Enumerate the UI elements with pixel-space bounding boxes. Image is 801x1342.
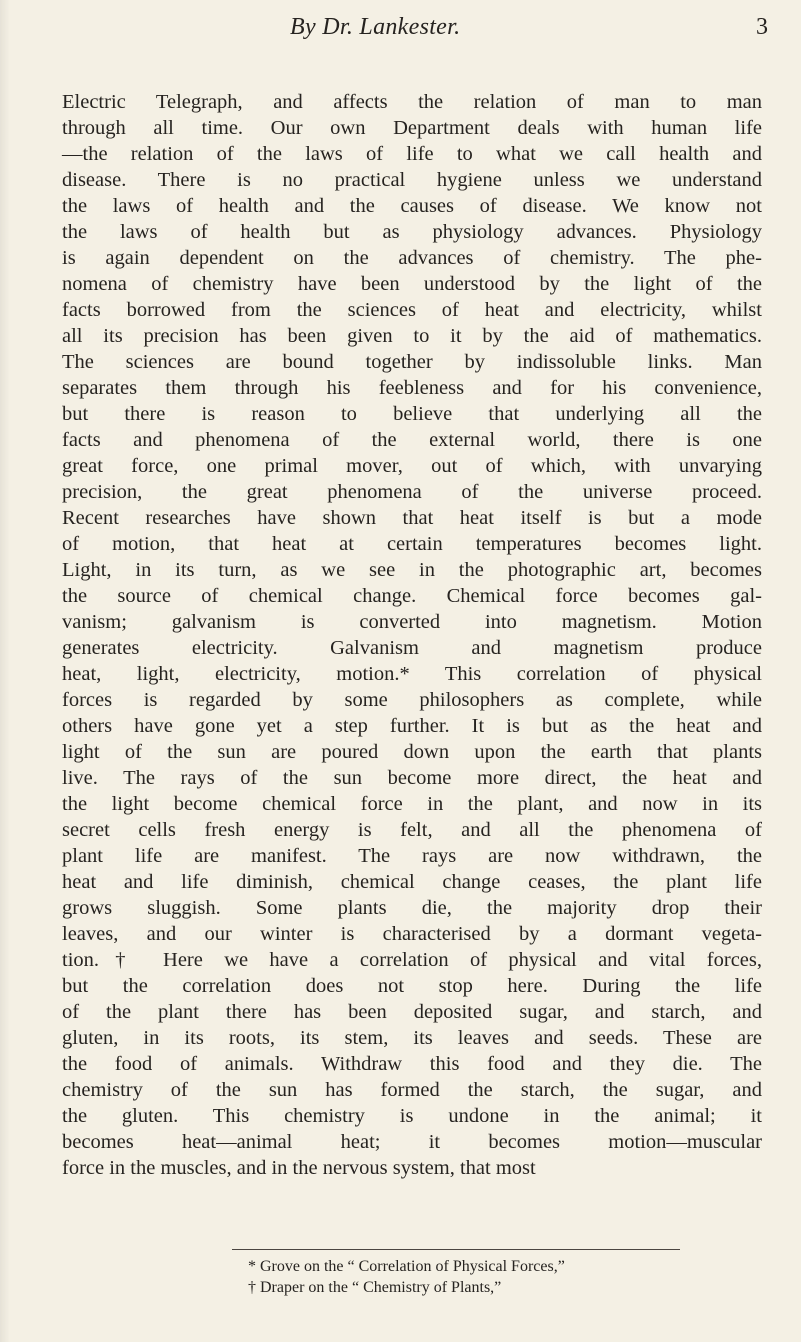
text-line: tion.† Here we have a correlation of physical and vital forces, (62, 949, 762, 971)
text-line: but there is reason to believe that underlying all the (62, 403, 762, 425)
text-line: grows sluggish. Some plants die, the majority drop their (62, 897, 762, 919)
text-line: vanism; galvanism is converted into magnetism. Motion (62, 611, 762, 633)
text-line: but the correlation does not stop here. During the life (62, 975, 762, 997)
text-line: force in the muscles, and in the nervous system, that most (62, 1157, 536, 1179)
text-line: facts borrowed from the sciences of heat and electricity, whilst (62, 299, 762, 321)
text-line: live. The rays of the sun become more direct, the heat and (62, 767, 762, 789)
text-line: secret cells fresh energy is felt, and all the phenomena of (62, 819, 762, 841)
text-line: the gluten. This chemistry is undone in the animal; it (62, 1105, 762, 1127)
text-line: disease. There is no practical hygiene unless we understand (62, 169, 762, 191)
text-line: Electric Telegraph, and affects the relation of man to man (62, 91, 762, 113)
text-line: through all time. Our own Department deals with human life (62, 117, 762, 139)
text-line: is again dependent on the advances of chemistry. The phe- (62, 247, 762, 269)
text-line: facts and phenomena of the external world, there is one (62, 429, 762, 451)
footnotes (248, 1256, 718, 1298)
text-line: heat, light, electricity, motion.* This correlation of physical (62, 663, 762, 685)
text-line: forces is regarded by some philosophers as complete, while (62, 689, 762, 711)
text-line: heat and life diminish, chemical change ceases, the plant life (62, 871, 762, 893)
footnote-grove: * Grove on the “ Correlation of Physical Forces,” (248, 1258, 565, 1275)
text-line: the laws of health and the causes of disease. We know not (62, 195, 762, 217)
text-line: leaves, and our winter is characterised by a dormant vegeta- (62, 923, 762, 945)
text-line: of motion, that heat at certain temperatures becomes light. (62, 533, 762, 555)
text-line: gluten, in its roots, its stem, its leaves and seeds. These are (62, 1027, 762, 1049)
text-line: separates them through his feebleness and for his convenience, (62, 377, 762, 399)
text-line: generates electricity. Galvanism and magnetism produce (62, 637, 762, 659)
text-line: —the relation of the laws of life to what we call health and (62, 143, 762, 165)
text-line: becomes heat—animal heat; it becomes motion—muscular (62, 1131, 762, 1153)
text-line: The sciences are bound together by indissoluble links. Man (62, 351, 762, 373)
text-line: Recent researches have shown that heat itself is but a mode (62, 507, 762, 529)
text-line: the food of animals. Withdraw this food and they die. The (62, 1053, 762, 1075)
footnote-rule (232, 1249, 680, 1250)
text-line: the laws of health but as physiology advances. Physiology (62, 221, 762, 243)
text-line: precision, the great phenomena of the universe proceed. (62, 481, 762, 503)
text-line: nomena of chemistry have been understood by the light of the (62, 273, 762, 295)
running-header: By Dr. Lankester. (290, 14, 461, 40)
page-gutter-shadow (0, 0, 10, 1342)
text-line: of the plant there has been deposited sugar, and starch, and (62, 1001, 762, 1023)
page-number: 3 (756, 14, 768, 40)
text-line: the light become chemical force in the plant, and now in its (62, 793, 762, 815)
footnote-draper: † Draper on the “ Chemistry of Plants,” (248, 1279, 502, 1296)
text-line: chemistry of the sun has formed the starch, the sugar, and (62, 1079, 762, 1101)
text-line: great force, one primal mover, out of which, with unvarying (62, 455, 762, 477)
text-line: light of the sun are poured down upon the earth that plants (62, 741, 762, 763)
text-line: all its precision has been given to it by the aid of mathematics. (62, 325, 762, 347)
body-text (62, 89, 762, 1181)
text-line: others have gone yet a step further. It is but as the heat and (62, 715, 762, 737)
text-line: the source of chemical change. Chemical force becomes gal- (62, 585, 762, 607)
text-line: plant life are manifest. The rays are now withdrawn, the (62, 845, 762, 867)
text-line: Light, in its turn, as we see in the photographic art, becomes (62, 559, 762, 581)
